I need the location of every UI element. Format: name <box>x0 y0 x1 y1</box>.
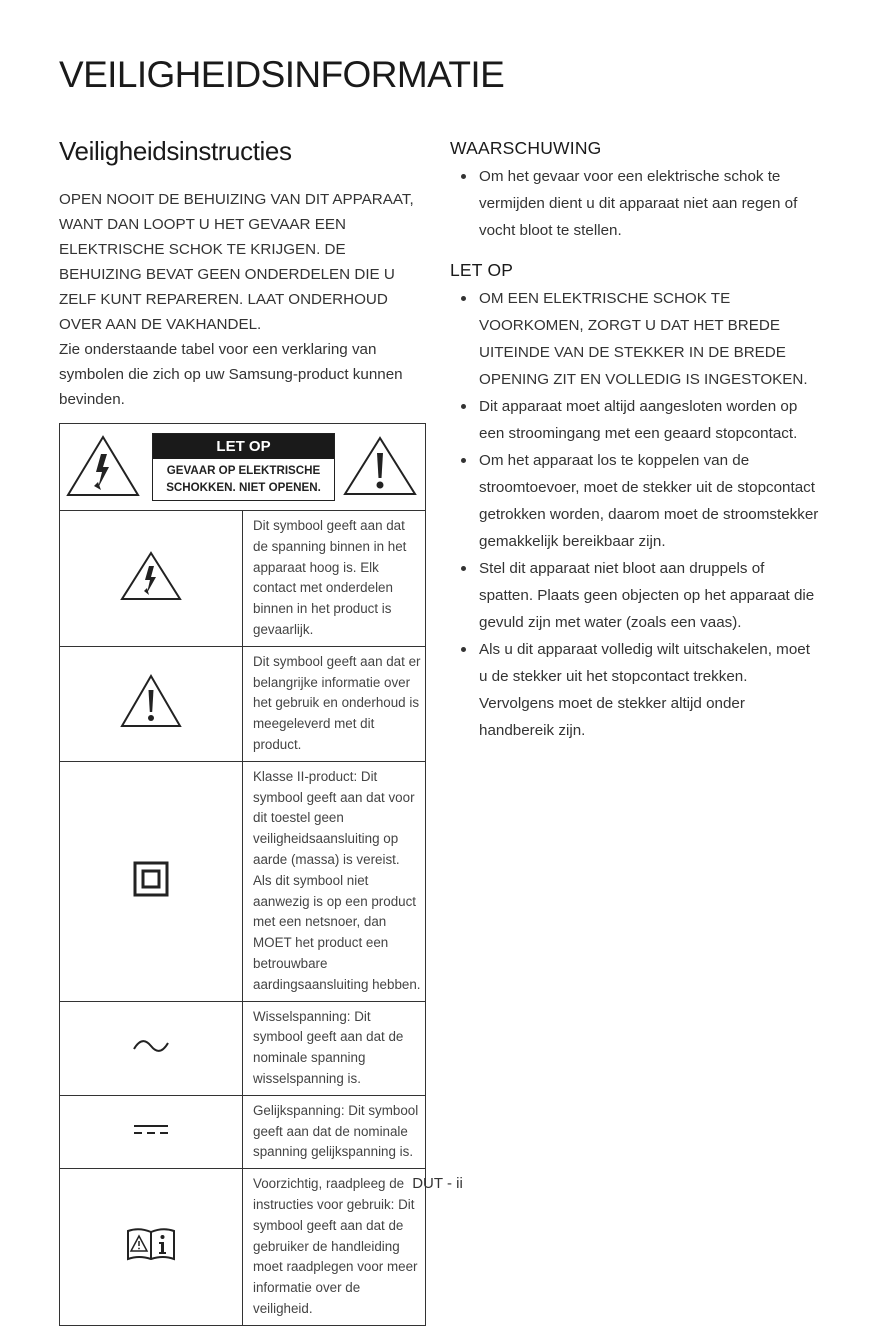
lightning-triangle-icon <box>119 550 183 602</box>
section-title: Veiligheidsinstructies <box>59 136 292 166</box>
symbol-icon-cell <box>60 646 243 761</box>
page-title: VEILIGHEIDSINFORMATIE <box>59 54 505 95</box>
list-item: Stel dit apparaat niet bloot aan druppels of spatten. Plaats geen objecten op het apparaat die gevuld zijn met water (zoals een vaas). <box>450 555 820 636</box>
warning-section <box>450 138 820 244</box>
caution-subtext-line: GEVAAR OP ELEKTRISCHE <box>166 464 321 477</box>
page-number: DUT - ii <box>412 1175 463 1192</box>
warning-title: WAARSCHUWING <box>450 138 602 158</box>
warning-list <box>450 163 820 244</box>
list-item: Om het gevaar voor een elektrische schok te vermijden dient u dit apparaat niet aan regen of vocht bloot te stellen. <box>450 163 820 244</box>
caution-subtext <box>153 459 334 500</box>
caution-banner-cell <box>60 424 426 511</box>
caution-banner-row <box>60 424 426 511</box>
list-item: Om het apparaat los te koppelen van de stroomtoevoer, moet de stekker uit de stopcontact getrokken worden, daarom moet de stroomstekker gemakkelijk bereikbaar zijn. <box>450 447 820 555</box>
symbol-row <box>60 1001 426 1095</box>
symbol-row <box>60 511 426 647</box>
symbol-description: Dit symbool geeft aan dat er belangrijke informatie over het gebruik en onderhoud is meegeleverd met dit product. <box>243 646 426 761</box>
class-ii-icon <box>133 861 169 897</box>
exclamation-triangle-icon <box>342 435 418 497</box>
list-item: Dit apparaat moet altijd aangesloten worden op een stroomingang met een geaard stopcontact. <box>450 393 820 447</box>
symbol-description: Klasse II-product: Dit symbool geeft aan dat voor dit toestel geen veiligheidsaansluiting op aarde (massa) is vereist. Als dit symbool niet aanwezig is op een product met een netsnoer, dan MOET het product een betrouwbare aardingsaansluiting hebben. <box>243 761 426 1001</box>
caution-heading: LET OP <box>153 434 334 459</box>
symbol-row <box>60 1169 426 1326</box>
intro-warning-text: OPEN NOOIT DE BEHUIZING VAN DIT APPARAAT, WANT DAN LOOPT U HET GEVAAR EEN ELEKTRISCHE SCHOK TE KRIJGEN. DE BEHUIZING BEVAT GEEN ONDERDELEN DIE U ZELF KUNT REPAREREN. LAAT ONDERHOUD OVER AAN DE VAKHANDEL. <box>59 191 414 333</box>
symbol-row <box>60 646 426 761</box>
exclamation-triangle-icon <box>119 673 183 729</box>
symbol-description: Gelijkspanning: Dit symbool geeft aan dat de nominale spanning gelijkspanning is. <box>243 1095 426 1168</box>
symbol-description: Voorzichtig, raadpleeg de instructies voor gebruik: Dit symbool geeft aan dat de gebruiker de handleiding moet raadplegen voor meer informatie over de veiligheid. <box>243 1169 426 1326</box>
caution-list <box>450 285 820 744</box>
list-item: Als u dit apparaat volledig wilt uitschakelen, moet u de stekker uit het stopcontact trekken. Vervolgens moet de stekker altijd onder handbereik zijn. <box>450 636 820 744</box>
symbol-icon-cell <box>60 1001 243 1095</box>
symbol-icon-cell <box>60 761 243 1001</box>
lightning-triangle-icon <box>65 434 141 498</box>
consult-manual-icon <box>125 1226 177 1262</box>
list-item: OM EEN ELEKTRISCHE SCHOK TE VOORKOMEN, ZORGT U DAT HET BREDE UITEINDE VAN DE STEKKER IN DE BREDE OPENING ZIT EN VOLLEDIG IS INGESTOKEN. <box>450 285 820 393</box>
caution-section <box>450 260 820 744</box>
symbol-row <box>60 1095 426 1168</box>
caution-title: LET OP <box>450 260 514 280</box>
symbol-description: Dit symbool geeft aan dat de spanning binnen in het apparaat hoog is. Elk contact met onderdelen binnen in het product is gevaarlijk. <box>243 511 426 647</box>
symbol-row <box>60 761 426 1001</box>
symbol-icon-cell <box>60 511 243 647</box>
caution-label-box <box>152 433 335 501</box>
symbol-icon-cell <box>60 1095 243 1168</box>
symbol-icon-cell <box>60 1169 243 1326</box>
left-column <box>59 136 431 412</box>
symbol-description: Wisselspanning: Dit symbool geeft aan dat de nominale spanning wisselspanning is. <box>243 1001 426 1095</box>
intro-text: Zie onderstaande tabel voor een verklaring van symbolen die zich op uw Samsung-product kunnen bevinden. <box>59 341 403 408</box>
right-column <box>450 138 820 760</box>
caution-subtext-line: SCHOKKEN. NIET OPENEN. <box>166 481 321 494</box>
dc-voltage-icon <box>132 1122 170 1136</box>
ac-voltage-icon <box>131 1038 171 1054</box>
